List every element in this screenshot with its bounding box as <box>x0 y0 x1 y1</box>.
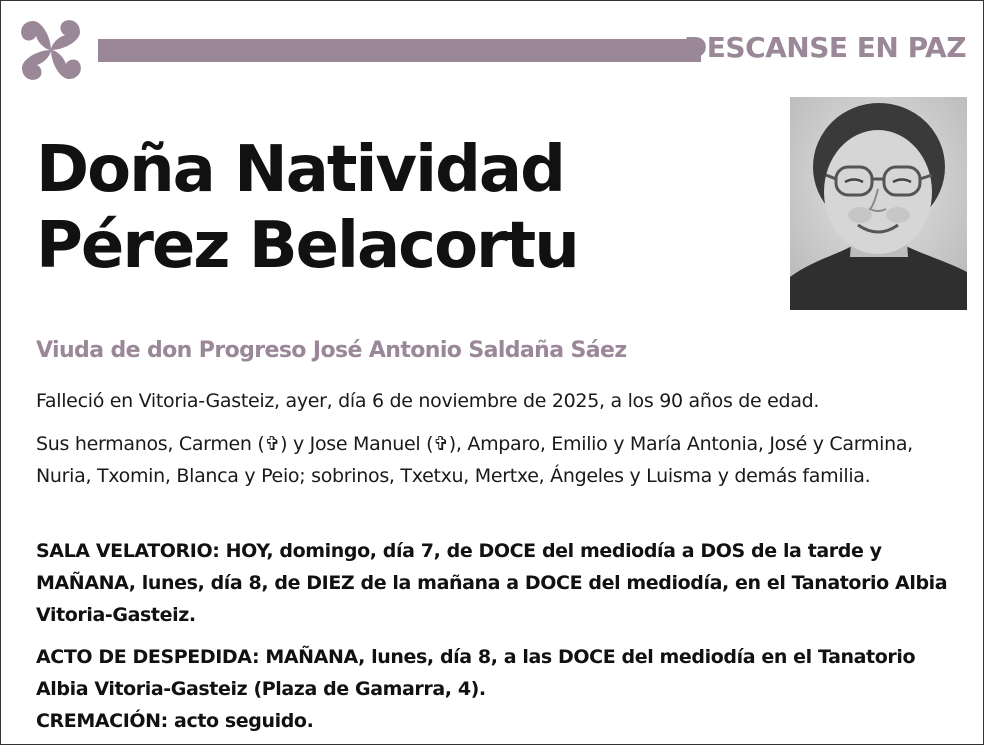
farewell-ceremony: ACTO DE DESPEDIDA: MAÑANA, lunes, día 8, a las DOCE del mediodía en el Tanatorio Albia Vitoria-Gasteiz (Plaza de Gamarra, 4). <box>36 646 916 700</box>
widow-of-line: Viuda de don Progreso José Antonio Saldaña Sáez <box>36 338 627 363</box>
family-mourners: Sus hermanos, Carmen (✞) y Jose Manuel (✞), Amparo, Emilio y María Antonia, José y Carmina, Nuria, Txomin, Blanca y Peio; sobrinos, Txetxu, Mertxe, Ángeles y Luisma y demás familia. <box>36 433 913 487</box>
death-notice: Falleció en Vitoria-Gasteiz, ayer, día 6 de noviembre de 2025, a los 90 años de edad. <box>36 390 820 412</box>
header-label: DESCANSE EN PAZ <box>684 31 966 64</box>
portrait-photo <box>790 97 967 310</box>
deceased-name <box>36 132 578 284</box>
wake-details: SALA VELATORIO: HOY, domingo, día 7, de DOCE del mediodía a DOS de la tarde y MAÑANA, lunes, día 8, de DIEZ de la mañana a DOCE del mediodía, en el Tanatorio Albia Vitoria-Gasteiz. <box>36 540 948 626</box>
name-line-1: Doña Natividad <box>36 133 564 207</box>
cremation-note: CREMACIÓN: acto seguido. <box>36 710 314 732</box>
farewell-details <box>36 641 956 737</box>
header-bar <box>98 39 701 62</box>
lauburu-icon <box>14 13 88 87</box>
name-line-2: Pérez Belacortu <box>36 209 578 283</box>
